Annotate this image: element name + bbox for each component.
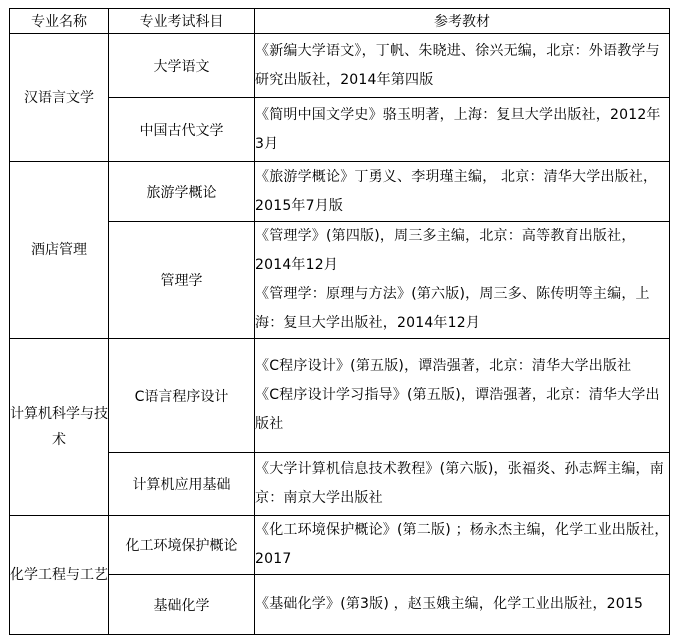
table-row bbox=[10, 575, 670, 635]
textbook-entry: 《化工环境保护概论》(第二版) ；杨永杰主编，化学工业出版社，2017 bbox=[255, 522, 669, 567]
subject-cell: 基础化学 bbox=[109, 575, 255, 635]
textbook-cell bbox=[255, 575, 670, 635]
textbook-entry: 《旅游学概论》丁勇义、李玥瑾主编， 北京：清华大学出版社，2015年7月版 bbox=[255, 168, 658, 214]
header-textbook: 参考教材 bbox=[255, 9, 670, 34]
reference-table bbox=[9, 8, 670, 635]
subject-cell: C语言程序设计 bbox=[109, 339, 255, 453]
header-subject: 专业考试科目 bbox=[109, 9, 255, 34]
subject-cell: 化工环境保护概论 bbox=[109, 516, 255, 575]
table-row bbox=[10, 222, 670, 339]
major-cell: 酒店管理 bbox=[10, 162, 109, 339]
subject-cell: 中国古代文学 bbox=[109, 98, 255, 162]
textbook-entry: 《管理学：原理与方法》(第六版)，周三多、陈传明等主编，上海：复旦大学出版社，2014年12月 bbox=[255, 286, 650, 331]
subject-cell: 大学语文 bbox=[109, 34, 255, 98]
header-major: 专业名称 bbox=[10, 9, 109, 34]
table-row bbox=[10, 339, 670, 453]
textbook-entry: 《大学计算机信息技术教程》(第六版)，张福炎、孙志辉主编，南京：南京大学出版社 bbox=[255, 461, 664, 506]
textbook-cell bbox=[255, 516, 670, 575]
table-row bbox=[10, 453, 670, 516]
textbook-cell bbox=[255, 34, 670, 98]
table-row bbox=[10, 98, 670, 162]
major-cell: 化学工程与工艺 bbox=[10, 516, 109, 635]
textbook-entry: 《基础化学》(第3版) ，赵玉娥主编，化学工业出版社，2015 bbox=[255, 596, 644, 612]
textbook-entry: 《简明中国文学史》骆玉明著，上海：复旦大学出版社，2012年3月 bbox=[255, 106, 661, 152]
textbook-cell bbox=[255, 453, 670, 516]
textbook-cell bbox=[255, 222, 670, 339]
subject-cell: 管理学 bbox=[109, 222, 255, 339]
textbook-entry: 《C程序设计》(第五版)，谭浩强著，北京：清华大学出版社 bbox=[255, 358, 632, 374]
table-row bbox=[10, 162, 670, 222]
major-cell: 计算机科学与技术 bbox=[10, 339, 109, 516]
major-cell: 汉语言文学 bbox=[10, 34, 109, 162]
textbook-cell bbox=[255, 98, 670, 162]
table-row bbox=[10, 516, 670, 575]
textbook-entry: 《C程序设计学习指导》(第五版)，谭浩强著，北京：清华大学出版社 bbox=[255, 387, 660, 432]
header-row bbox=[10, 9, 670, 34]
subject-cell: 计算机应用基础 bbox=[109, 453, 255, 516]
textbook-cell bbox=[255, 162, 670, 222]
table-row bbox=[10, 34, 670, 98]
textbook-entry: 《管理学》(第四版)，周三多主编，北京：高等教育出版社，2014年12月 bbox=[255, 228, 636, 273]
subject-cell: 旅游学概论 bbox=[109, 162, 255, 222]
textbook-cell bbox=[255, 339, 670, 453]
textbook-entry: 《新编大学语文》，丁帆、朱晓进、徐兴无编，北京：外语教学与研究出版社，2014年第四版 bbox=[255, 42, 660, 88]
